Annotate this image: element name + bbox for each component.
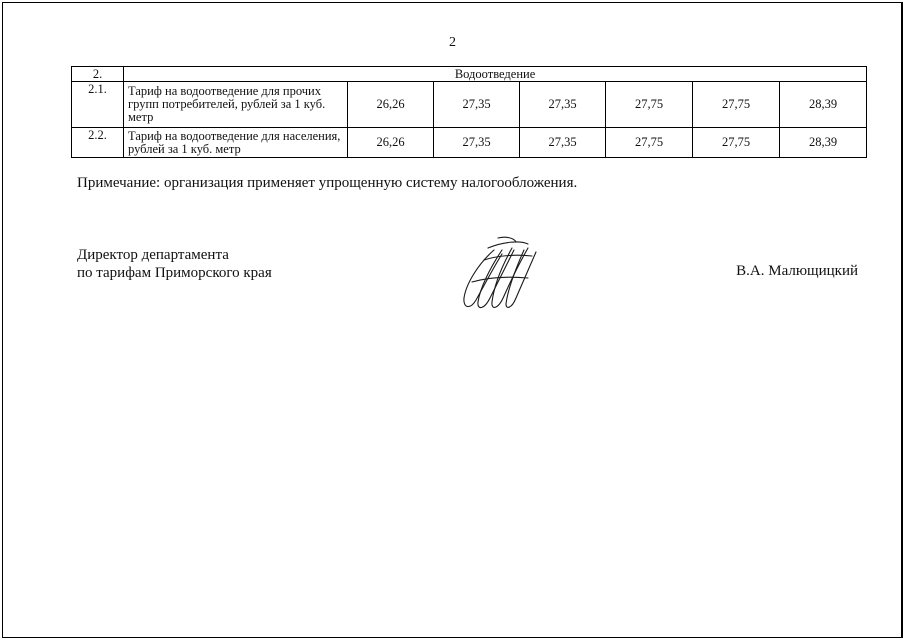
tariff-value: 28,39 [780,82,867,128]
signer-name: В.А. Малющицкий [736,263,858,279]
tariff-value: 27,35 [520,128,606,158]
tax-note: Примечание: организация применяет упрощенную систему налогообложения. [77,175,578,191]
signer-title [77,246,272,282]
tariff-table [71,66,867,158]
row-number: 2.1. [72,82,124,128]
signer-title-line: по тарифам Приморского края [77,265,272,281]
section-number: 2. [72,67,124,82]
tariff-value: 27,75 [606,82,693,128]
page-number: 2 [449,35,456,50]
handwritten-signature [458,236,542,314]
tariff-value: 26,26 [348,82,434,128]
tariff-value: 28,39 [780,128,867,158]
row-description: Тариф на водоотведение для прочих групп потребителей, рублей за 1 куб. метр [124,82,348,128]
row-description: Тариф на водоотведение для населения, рублей за 1 куб. метр [124,128,348,158]
tariff-value: 27,75 [693,128,780,158]
signer-title-line: Директор департамента [77,247,229,263]
table-row [72,128,867,158]
tariff-value: 27,75 [693,82,780,128]
section-row [72,67,867,82]
tariff-value: 27,35 [434,128,520,158]
row-number: 2.2. [72,128,124,158]
section-title: Водоотведение [124,67,867,82]
table-row [72,82,867,128]
tariff-value: 27,35 [520,82,606,128]
tariff-value: 26,26 [348,128,434,158]
tariff-value: 27,35 [434,82,520,128]
tariff-value: 27,75 [606,128,693,158]
